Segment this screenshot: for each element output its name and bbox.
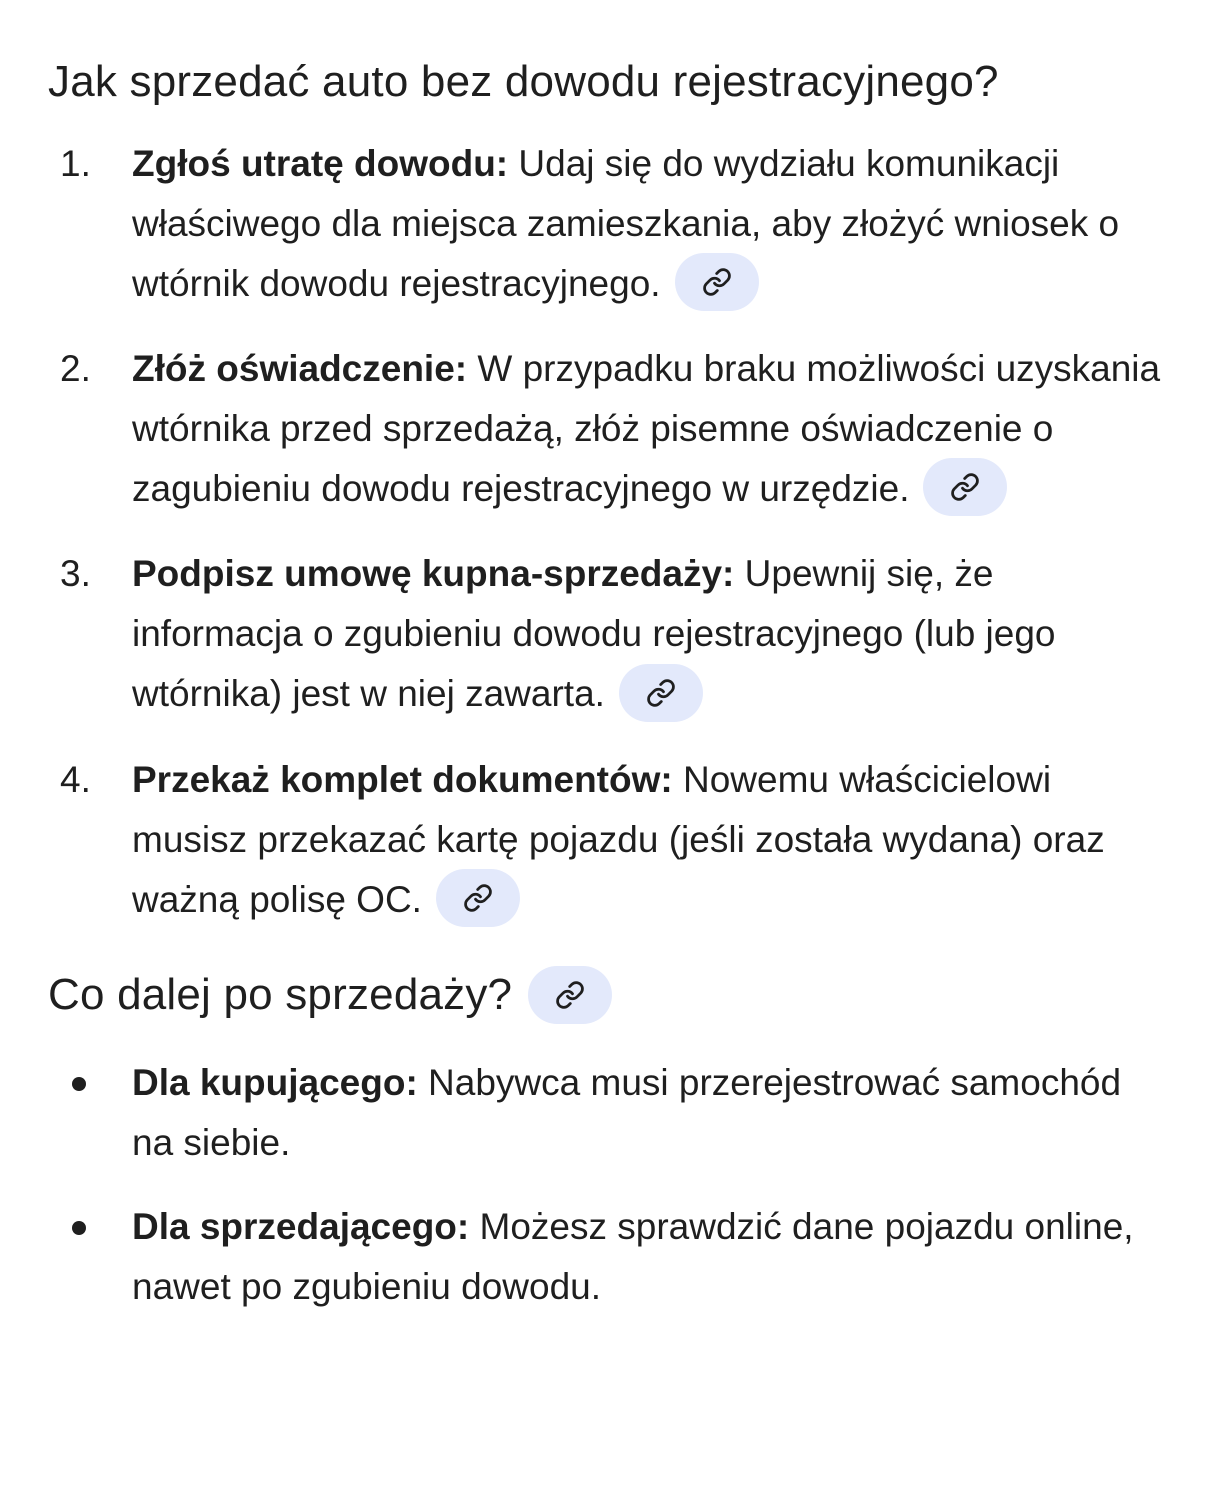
list-item-text: W przypadku braku możliwości uzyskania wtórnika przed sprzedażą, złóż pisemne oświadczenie o zagubieniu dowodu rejestracyjnego w urzędzie. [132, 348, 1161, 510]
link-icon [950, 472, 980, 502]
list-item-text: Nabywca musi przerejestrować samochód na siebie. [132, 1061, 1122, 1163]
list-item [48, 134, 1168, 315]
list-item [48, 750, 1168, 931]
list-item-number: 4. [60, 758, 91, 800]
list-item [48, 544, 1168, 725]
list-item-number: 1. [60, 143, 91, 184]
source-link-button[interactable] [619, 664, 703, 722]
answer-content [48, 52, 1168, 1341]
link-icon [555, 980, 585, 1010]
source-link-button[interactable] [923, 458, 1007, 516]
list-item-title: Podpisz umowę kupna-sprzedaży: [132, 553, 735, 595]
list-item-text: Nowemu właścicielowi musisz przekazać kartę pojazdu (jeśli została wydana) oraz ważną polisę OC. [132, 758, 1105, 920]
steps-list [48, 134, 1168, 931]
section-heading-sell-without-registration: Jak sprzedać auto bez dowodu rejestracyjnego? [48, 57, 999, 106]
list-item [48, 339, 1168, 520]
bullet-list [48, 1053, 1168, 1317]
list-item-number: 2. [60, 348, 91, 390]
link-icon [646, 678, 676, 708]
list-item-title: Dla kupującego: [132, 1061, 418, 1103]
source-link-button[interactable] [675, 253, 759, 311]
link-icon [463, 883, 493, 913]
list-item-title: Dla sprzedającego: [132, 1205, 470, 1247]
list-item-text: Udaj się do wydziału komunikacji właściwego dla miejsca zamieszkania, aby złożyć wniosek o wtórnik dowodu rejestracyjnego. [132, 143, 1120, 304]
link-icon [702, 267, 732, 297]
after-sale-section [48, 965, 1168, 1317]
list-item-title: Złóż oświadczenie: [132, 348, 468, 390]
list-item [48, 1053, 1168, 1173]
list-item-text: Możesz sprawdzić dane pojazdu online, nawet po zgubieniu dowodu. [132, 1205, 1134, 1307]
list-item-title: Przekaż komplet dokumentów: [132, 758, 673, 800]
section-heading-row [48, 965, 1168, 1025]
list-item-text: Upewnij się, że informacja o zgubieniu dowodu rejestracyjnego (lub jego wtórnika) jest w niej zawarta. [132, 553, 1056, 715]
section-heading-after-sale: Co dalej po sprzedaży? [48, 969, 513, 1019]
bullet-dot [72, 1077, 86, 1091]
list-item [48, 1197, 1168, 1317]
bullet-dot [72, 1221, 86, 1235]
list-item-title: Zgłoś utratę dowodu: [132, 143, 509, 184]
source-link-button[interactable] [436, 869, 520, 927]
source-link-button[interactable] [528, 966, 612, 1024]
list-item-number: 3. [60, 553, 91, 595]
